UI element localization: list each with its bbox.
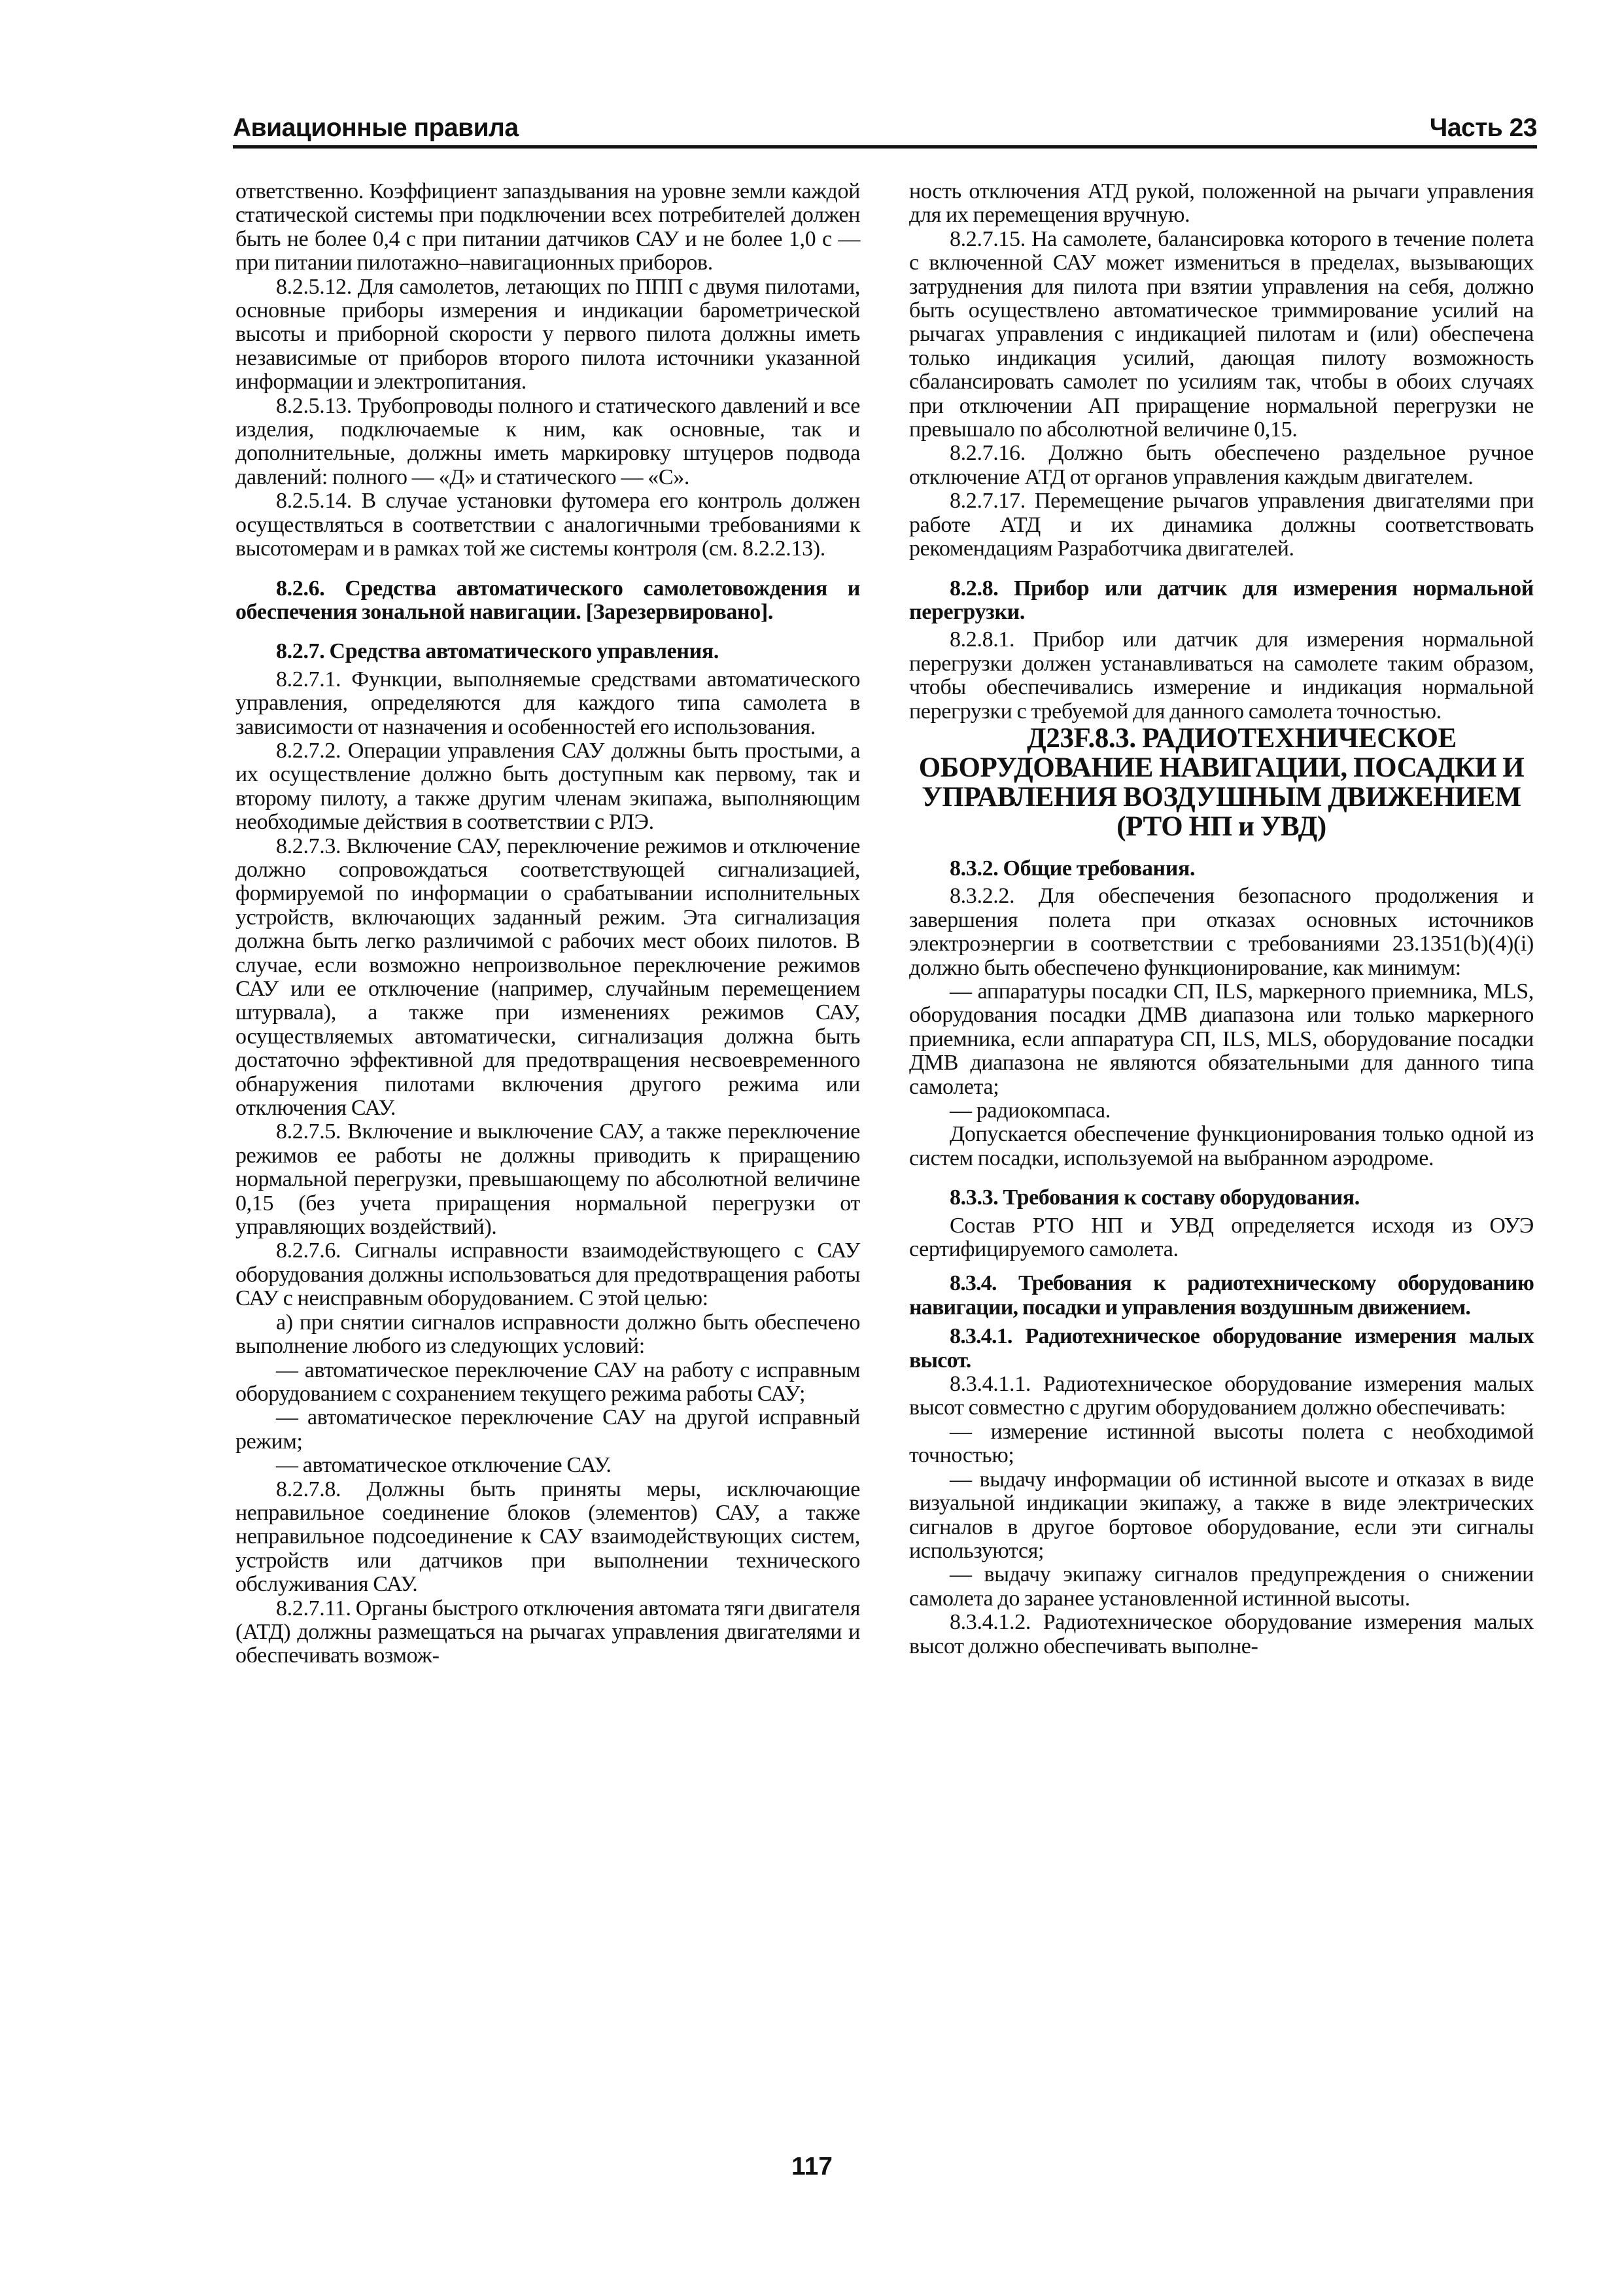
paragraph: 8.2.7.6. Сигналы исправности взаимодействующего с САУ оборудования должны использоваться для предотвращения работы САУ с неисправным оборудованием. С этой целью: (235, 1238, 860, 1311)
header-rule (233, 145, 1537, 149)
section-heading: 8.3.4.1. Радиотехническое оборудование измерения малых высот. (909, 1324, 1534, 1373)
paragraph: 8.3.4.1.1. Радиотехническое оборудование измерения малых высот совместно с другим оборудованием должно обеспечивать: (909, 1372, 1534, 1420)
paragraph: 8.3.4.1.2. Радиотехническое оборудование измерения малых высот должно обеспечивать выполне- (909, 1610, 1534, 1658)
paragraph: 8.2.7.16. Должно быть обеспечено раздельное ручное отключение АТД от органов управления каждым двигателем. (909, 441, 1534, 489)
paragraph: 8.2.7.17. Перемещение рычагов управления двигателями при работе АТД и их динамика должны соответствовать рекомендациям Разработчика двигателей. (909, 489, 1534, 561)
paragraph: 8.2.7.3. Включение САУ, переключение режимов и отключение должно сопровождаться соответствующей сигнализацией, формируемой по информации о срабатывании исполнительных устройств, включающих заданный режим. Эта сигнализация должна быть легко различимой с рабочих мест обоих пилотов. В случае, если возможно непроизвольное переключение режимов САУ или ее отключение (например, случайным перемещением штурвала), а также при изменениях режимов САУ, осуществляемых автоматически, сигнализация должна быть достаточно эффективной для предотвращения несвоевременного обнаружения пилотами включения другого режима или отключения САУ. (235, 833, 860, 1121)
section-heading: 8.3.4. Требования к радиотехническому оборудованию навигации, посадки и управления воздушным движением. (909, 1271, 1534, 1320)
paragraph: 8.2.7.2. Операции управления САУ должны быть простыми, а их осуществление должно быть доступным как первому, так и второму пилоту, а также другим членам экипажа, выполняющим необходимые действия в соответствии с РЛЭ. (235, 738, 860, 835)
paragraph: 8.2.7.5. Включение и выключение САУ, а также переключение режимов ее работы не должны приводить к приращению нормальной перегрузки, превышающему по абсолютной величине 0,15 (без учета приращения нормальной перегрузки от управляющих воздействий). (235, 1119, 860, 1240)
paragraph: а) при снятии сигналов исправности должно быть обеспечено выполнение любого из следующих условий: (235, 1310, 860, 1359)
paragraph: — аппаратуры посадки СП, ILS, маркерного приемника, MLS, оборудования посадки ДМВ диапазона или только маркерного приемника, если аппаратура СП, ILS, MLS, оборудование посадки ДМВ диапазона не являются обязательными для данного типа самолета; (909, 979, 1534, 1099)
section-heading: 8.3.3. Требования к составу оборудования. (950, 1185, 1360, 1210)
paragraph: 8.2.5.13. Трубопроводы полного и статического давлений и все изделия, подключаемые к ним, как основные, так и дополнительные, должны иметь маркировку штуцеров подвода давлений: полного — «Д» и статического — «С». (235, 393, 860, 489)
header-title: Авиационные правила (233, 114, 519, 142)
paragraph: ответственно. Коэффициент запаздывания на уровне земли каждой статической системы при подключении всех потребителей должен быть не более 0,4 с при питании датчиков САУ и не более 1,0 с — при питании пилотажно–навигационных приборов. (235, 179, 860, 275)
page-number: 117 (791, 2152, 833, 2181)
paragraph: ность отключения АТД рукой, положенной на рычаги управления для их перемещения вручную. (909, 179, 1534, 228)
paragraph: — автоматическое переключение САУ на работу с исправным оборудованием с сохранением текущего режима работы САУ; (235, 1358, 860, 1406)
paragraph: 8.2.8.1. Прибор или датчик для измерения нормальной перегрузки должен устанавливаться на самолете таким образом, чтобы обеспечивались измерение и индикация нормальной перегрузки с требуемой для данного самолета точностью. (909, 627, 1534, 724)
chapter-title: Д23F.8.3. РАДИОТЕХНИЧЕСКОЕ ОБОРУДОВАНИЕ НАВИГАЦИИ, ПОСАДКИ И УПРАВЛЕНИЯ ВОЗДУШНЫМ ДВИЖЕНИЕМ (РТО НП и УВД) (918, 722, 1525, 842)
section-heading: 8.2.7. Средства автоматического управления. (276, 639, 719, 664)
section-heading: 8.2.6. Средства автоматического самолетовождения и обеспечения зональной навигации. [Зарезервировано]. (235, 576, 860, 624)
paragraph: 8.2.7.8. Должны быть приняты меры, исключающие неправильное соединение блоков (элементов) САУ, а также неправильное подсоединение к САУ взаимодействующих систем, устройств или датчиков при выполнении технического обслуживания САУ. (235, 1477, 860, 1597)
paragraph: 8.3.2.2. Для обеспечения безопасного продолжения и завершения полета при отказах основных источников электроэнергии в соответствии с требованиями 23.1351(b)(4)(i) должно быть обеспечено функционирование, как минимум: (909, 884, 1534, 980)
paragraph: — измерение истинной высоты полета с необходимой точностью; (909, 1419, 1534, 1468)
paragraph: Допускается обеспечение функционирования только одной из систем посадки, используемой на выбранном аэродроме. (909, 1122, 1534, 1170)
paragraph: — радиокомпаса. (950, 1098, 1111, 1123)
paragraph: 8.2.5.12. Для самолетов, летающих по ППП с двумя пилотами, основные приборы измерения и индикации барометрической высоты и приборной скорости у первого пилота должны иметь независимые от приборов второго пилота источники указанной информации и электропитания. (235, 274, 860, 394)
paragraph: 8.2.7.1. Функции, выполняемые средствами автоматического управления, определяются для каждого типа самолета в зависимости от назначения и особенностей его использования. (235, 667, 860, 739)
paragraph: 8.2.5.14. В случае установки футомера его контроль должен осуществляться в соответствии с аналогичными требованиями к высотомерам и в рамках той же системы контроля (см. 8.2.2.13). (235, 489, 860, 561)
left-column (235, 180, 860, 1668)
right-column (909, 180, 1534, 1658)
section-heading: 8.2.8. Прибор или датчик для измерения нормальной перегрузки. (909, 576, 1534, 624)
running-header (233, 97, 1537, 143)
header-part: Часть 23 (1429, 114, 1537, 142)
paragraph: — автоматическое отключение САУ. (276, 1453, 612, 1478)
paragraph: — выдачу экипажу сигналов предупреждения о снижении самолета до заранее установленной истинной высоты. (909, 1562, 1534, 1611)
paragraph: Состав РТО НП и УВД определяется исходя из ОУЭ сертифицируемого самолета. (909, 1213, 1534, 1262)
paragraph: 8.2.7.15. На самолете, балансировка которого в течение полета с включенной САУ может измениться в пределах, вызывающих затруднения для пилота при взятии управления на себя, должно быть осуществлено автоматическое триммирование усилий на рычагах управления с индикацией пилотам и (или) обеспечена только индикация усилий, дающая пилоту возможность сбалансировать самолет по усилиям так, чтобы в обоих случаях при отключении АП приращение нормальной перегрузки не превышало по абсолютной величине 0,15. (909, 226, 1534, 442)
paragraph: 8.2.7.11. Органы быстрого отключения автомата тяги двигателя (АТД) должны размещаться на рычагах управления двигателями и обеспечивать возмож- (235, 1596, 860, 1668)
section-heading: 8.3.2. Общие требования. (950, 856, 1196, 881)
paragraph: — автоматическое переключение САУ на другой исправный режим; (235, 1405, 860, 1454)
paragraph: — выдачу информации об истинной высоте и отказах в виде визуальной индикации экипажу, а также в виде электрических сигналов в другое бортовое оборудование, если эти сигналы используются; (909, 1467, 1534, 1563)
